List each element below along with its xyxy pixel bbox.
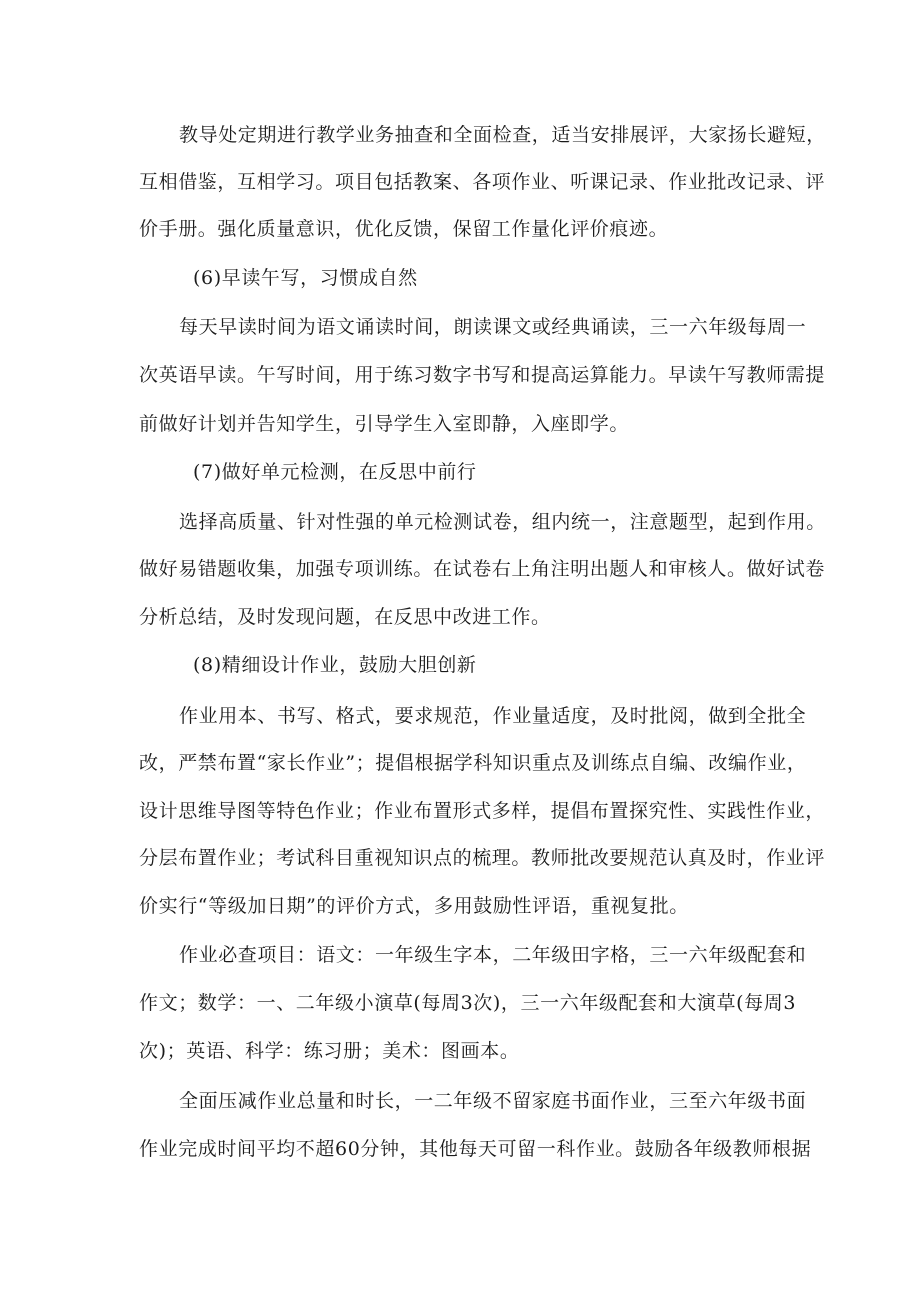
paragraph-3-line-3: 分析总结，及时发现问题，在反思中改进工作。 bbox=[139, 606, 551, 628]
paragraph-6-line-2: 作业完成时间平均不超60分钟，其他每天可留一科作业。鼓励各年级教师根据 bbox=[139, 1138, 812, 1160]
paragraph-6-line-1: 全面压减作业总量和时长，一二年级不留家庭书面作业，三至六年级书面 bbox=[179, 1090, 807, 1112]
paragraph-2-line-3: 前做好计划并告知学生，引导学生入室即静，入座即学。 bbox=[139, 413, 630, 435]
section-heading-7: (7)做好单元检测，在反思中前行 bbox=[193, 461, 477, 483]
paragraph-3-line-1: 选择高质量、针对性强的单元检测试卷，组内统一，注意题型，起到作用。 bbox=[179, 511, 826, 533]
paragraph-4-line-4: 分层布置作业；考试科目重视知识点的梳理。教师批改要规范认真及时，作业评 bbox=[139, 847, 826, 869]
paragraph-3-line-2: 做好易错题收集，加强专项训练。在试卷右上角注明出题人和审核人。做好试卷 bbox=[139, 558, 826, 580]
paragraph-4-line-2: 改，严禁布置“家长作业”；提倡根据学科知识重点及训练点自编、改编作业， bbox=[139, 752, 807, 774]
section-heading-8: (8)精细设计作业，鼓励大胆创新 bbox=[193, 654, 477, 676]
paragraph-2-line-2: 次英语早读。午写时间，用于练习数字书写和提高运算能力。早读午写教师需提 bbox=[139, 364, 826, 386]
paragraph-1-line-1: 教导处定期进行教学业务抽查和全面检查，适当安排展评，大家扬长避短， bbox=[179, 124, 826, 146]
section-heading-6: (6)早读午写，习惯成自然 bbox=[193, 267, 418, 289]
paragraph-1-line-3: 价手册。强化质量意识，优化反馈，保留工作量化评价痕迹。 bbox=[139, 218, 669, 240]
paragraph-4-line-1: 作业用本、书写、格式，要求规范，作业量适度，及时批阅，做到全批全 bbox=[179, 705, 807, 727]
paragraph-4-line-5: 价实行“等级加日期”的评价方式，多用鼓励性评语，重视复批。 bbox=[139, 895, 689, 917]
paragraph-4-line-3: 设计思维导图等特色作业；作业布置形式多样，提倡布置探究性、实践性作业， bbox=[139, 800, 826, 822]
paragraph-2-line-1: 每天早读时间为语文诵读时间，朗读课文或经典诵读，三一六年级每周一 bbox=[179, 316, 807, 338]
paragraph-5-line-1: 作业必查项目：语文：一年级生字本，二年级田字格，三一六年级配套和 bbox=[179, 944, 807, 966]
paragraph-1-line-2: 互相借鉴，互相学习。项目包括教案、各项作业、听课记录、作业批改记录、评 bbox=[139, 171, 826, 193]
paragraph-5-line-3: 次)；英语、科学：练习册；美术：图画本。 bbox=[139, 1040, 520, 1062]
paragraph-5-line-2: 作文；数学：一、二年级小演草(每周3次)，三一六年级配套和大演草(每周3 bbox=[139, 992, 797, 1014]
